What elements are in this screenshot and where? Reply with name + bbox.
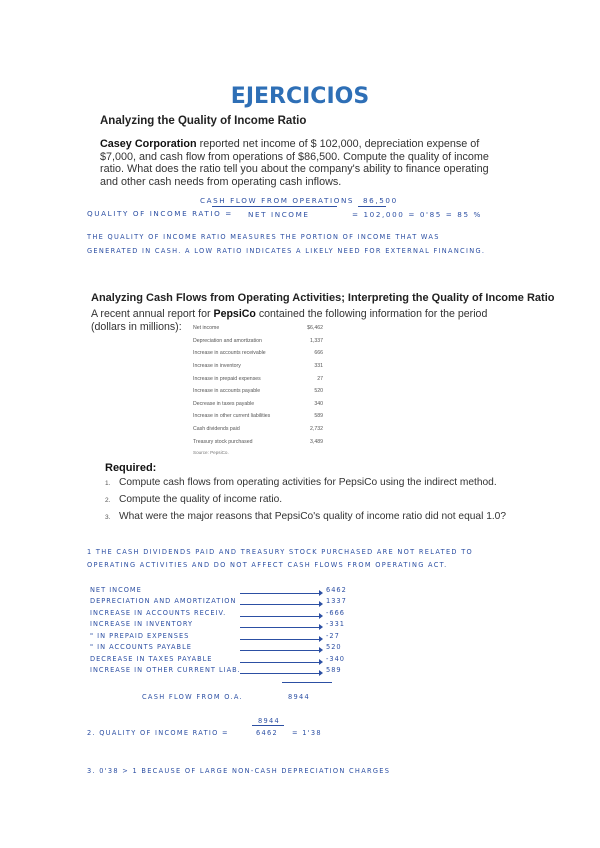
hand-numerator: CASH FLOW FROM OPERATIONS bbox=[200, 196, 355, 205]
exercise1-heading: Analyzing the Quality of Income Ratio bbox=[100, 115, 307, 127]
list-item: 1. Compute cash flows from operating activities for PepsiCo using the indirect method. bbox=[105, 477, 497, 488]
list-item: INCREASE IN OTHER CURRENT LIAB. 589 bbox=[90, 666, 342, 674]
table-row: Cash dividends paid 2,732 bbox=[193, 426, 323, 433]
hand-q2-result: = 1'38 bbox=[292, 729, 322, 737]
list-item: INCREASE IN INVENTORY -331 bbox=[90, 620, 345, 628]
hand-answer-line-1: THE QUALITY OF INCOME RATIO MEASURES THE PORTION OF INCOME THAT WAS bbox=[87, 233, 440, 241]
hand-q2: 2. QUALITY OF INCOME RATIO = bbox=[87, 729, 229, 737]
hand-denominator: NET INCOME bbox=[248, 210, 310, 219]
hand-q2-denominator: 6462 bbox=[256, 729, 278, 737]
table-row: Increase in accounts payable 520 bbox=[193, 388, 323, 395]
page-title: EJERCICIOS bbox=[230, 84, 370, 109]
hand-total-value: 8944 bbox=[288, 693, 310, 701]
table-footnote: Source: PepsiCo. bbox=[193, 449, 229, 455]
hand-ratio-label: QUALITY OF INCOME RATIO = bbox=[87, 209, 233, 218]
list-item: DECREASE IN TAXES PAYABLE -340 bbox=[90, 654, 345, 663]
pepsico-data-table bbox=[193, 322, 323, 455]
list-item: " IN ACCOUNTS PAYABLE 520 bbox=[90, 643, 342, 651]
list-item: 2. Compute the quality of income ratio. bbox=[105, 494, 283, 505]
required-list bbox=[105, 475, 535, 526]
list-item: DEPRECIATION AND AMORTIZATION 1337 bbox=[90, 597, 347, 605]
fraction-line bbox=[212, 206, 337, 207]
exercise2-company: PepsiCo bbox=[213, 308, 256, 320]
exercise1-company: Casey Corporation bbox=[100, 138, 197, 150]
list-item: " IN PREPAID EXPENSES -27 bbox=[90, 631, 340, 640]
required-label: Required: bbox=[105, 462, 157, 474]
table-row: Increase in other current liabilities 589 bbox=[193, 413, 323, 420]
exercise1-body: reported net income of $ 102,000, depreciation expense of $7,000, and cash flow from operations of $86,500. Compute the quality of income ratio. What does the ratio tell you about the company's ability to finance operating and other cash needs from operating cash inflows. bbox=[100, 138, 489, 188]
table-row: Depreciation and amortization 1,337 bbox=[193, 337, 323, 344]
list-item: INCREASE IN ACCOUNTS RECEIV. -666 bbox=[90, 608, 345, 617]
hand-q3: 3. 0'38 > 1 BECAUSE OF LARGE NON-CASH DEPRECIATION CHARGES bbox=[87, 767, 391, 775]
hand-note-line-1: 1 THE CASH DIVIDENDS PAID AND TREASURY STOCK PURCHASED ARE NOT RELATED TO bbox=[87, 548, 474, 556]
table-row: Increase in accounts receivable 666 bbox=[193, 350, 323, 357]
exercise1-text bbox=[100, 138, 498, 188]
hand-cash-flow-list bbox=[90, 582, 347, 674]
table-row: Treasury stock purchased 3,489 bbox=[193, 438, 323, 445]
table-row: Increase in prepaid expenses 27 bbox=[193, 375, 323, 382]
sum-line bbox=[282, 682, 332, 683]
table-row: Decrease in taxes payable 340 bbox=[193, 400, 323, 407]
hand-total-label: CASH FLOW FROM O.A. bbox=[142, 693, 243, 701]
hand-note-line-2: OPERATING ACTIVITIES AND DO NOT AFFECT CASH FLOWS FROM OPERATING ACT. bbox=[87, 561, 448, 569]
q2-fraction-line bbox=[252, 725, 284, 726]
list-item: NET INCOME 6462 bbox=[90, 585, 347, 594]
table-row: Net income $6,462 bbox=[193, 325, 323, 332]
list-item: 3. What were the major reasons that PepsiCo's quality of income ratio did not equal 1.0? bbox=[105, 511, 507, 522]
hand-answer-line-2: GENERATED IN CASH. A LOW RATIO INDICATES A LIKELY NEED FOR EXTERNAL FINANCING. bbox=[87, 247, 486, 255]
hand-numerator-value: 86,500 bbox=[363, 196, 398, 205]
exercise2-intro-prefix: A recent annual report for bbox=[91, 308, 211, 320]
hand-q2-numerator: 8944 bbox=[258, 717, 280, 725]
fraction-line-2 bbox=[358, 206, 386, 207]
exercise2-intro-suffix: contained the following information for the period (dollars in millions): bbox=[91, 308, 488, 333]
exercise2-heading: Analyzing Cash Flows from Operating Activities; Interpreting the Quality of Income Ratio bbox=[91, 292, 555, 304]
table-row: Increase in inventory 331 bbox=[193, 363, 323, 370]
hand-result: = 102,000 = 0'85 = 85 % bbox=[352, 210, 482, 219]
